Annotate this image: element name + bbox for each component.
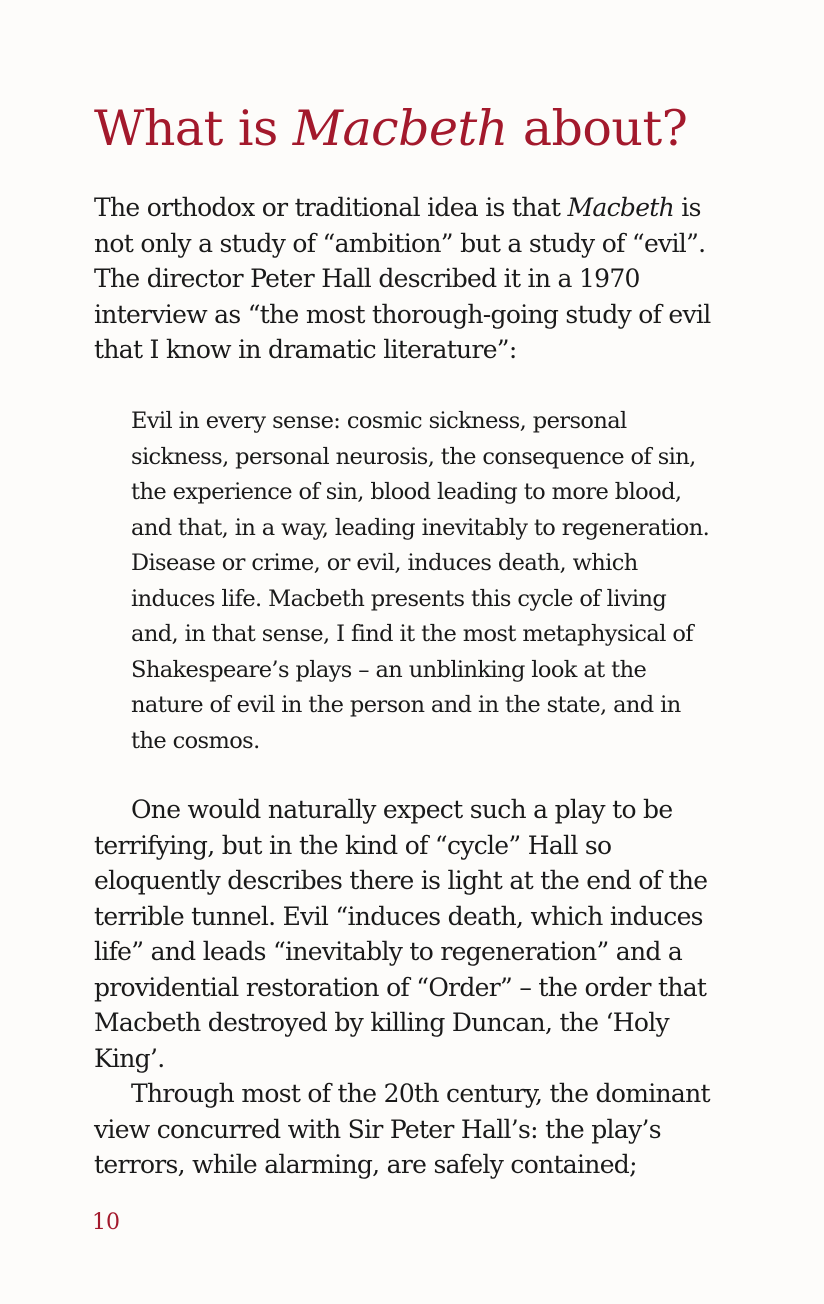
- title-prefix: What is: [94, 100, 293, 157]
- page-number: 10: [92, 1210, 120, 1235]
- title-italic: Macbeth: [292, 100, 508, 157]
- body-paragraph-2: Through most of the 20th century, the dominant view concurred with Sir Peter Hall’s: the play’s terrors, while alarming, are safely contained;: [94, 1079, 710, 1179]
- intro-paragraph: [94, 190, 724, 368]
- body-paragraph-1: One would naturally expect such a play to be terrifying, but in the kind of “cycle” Hall so eloquently describes there is light at the end of the terrible tunnel. Evil “induces death, which induces life” and leads “inevitably to regeneration” and a providential restoration of “Order” – the order that Macbeth destroyed by killing Duncan, the ‘Holy King’.: [94, 795, 708, 1073]
- intro-italic: Macbeth: [567, 193, 675, 222]
- intro-before: The orthodox or traditional idea is that: [94, 193, 568, 222]
- page-title: [94, 94, 774, 164]
- intro-after: is not only a study of “ambition” but a study of “evil”. The director Peter Hall described it in a 1970 interview as “the most thorough-going study of evil that I know in dramatic literature”:: [94, 193, 711, 364]
- block-quote: Evil in every sense: cosmic sickness, personal sickness, personal neurosis, the consequence of sin, the experience of sin, blood leading to more blood, and that, in a way, leading inevitably to regeneration. Disease or crime, or evil, induces death, which induces life. Macbeth presents this cycle of living and, in that sense, I find it the most metaphysical of Shakespeare’s plays – an unblinking look at the nature of evil in the person and in the state, and in the cosmos.: [131, 408, 710, 754]
- title-suffix: about?: [507, 100, 688, 157]
